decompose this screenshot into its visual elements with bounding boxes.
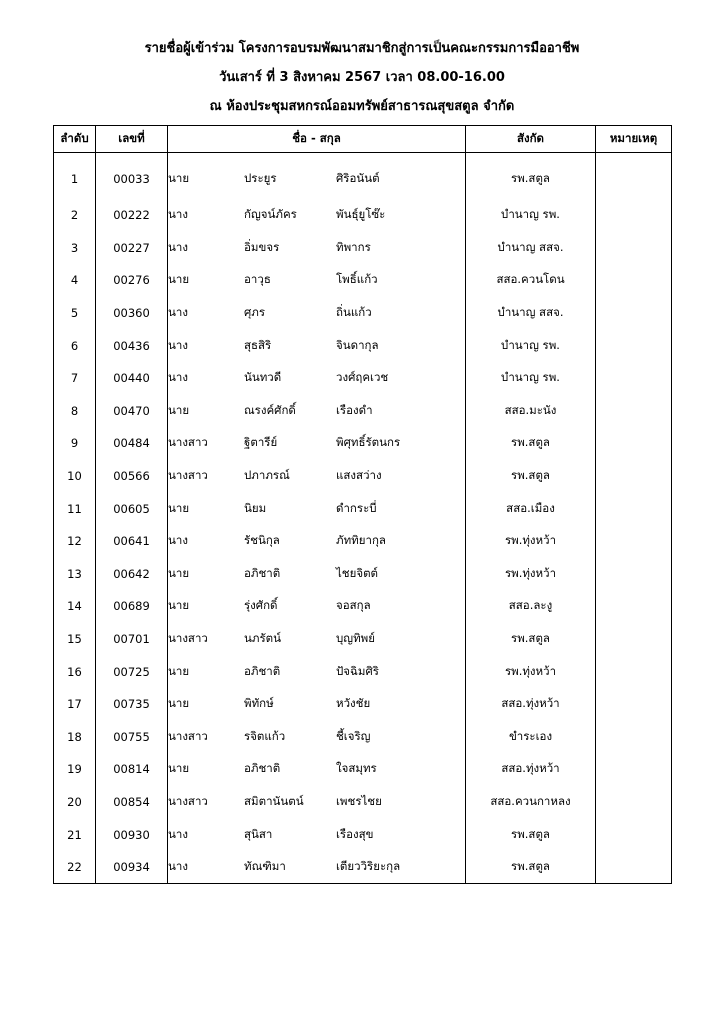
cell-unit: บำนาญ รพ. xyxy=(466,199,596,232)
cell-unit: สสอ.ทุ่งหว้า xyxy=(466,753,596,786)
cell-unit: รพ.ทุ่งหว้า xyxy=(466,558,596,591)
last-name: จินดากุล xyxy=(336,337,379,352)
name-prefix: นาย xyxy=(168,761,190,776)
cell-unit: สสอ.ควนโดน xyxy=(466,264,596,297)
table-row xyxy=(54,232,672,265)
cell-remark xyxy=(596,232,672,265)
cell-unit: ขำระเอง xyxy=(466,721,596,754)
title-line-2: วันเสาร์ ที่ 3 สิงหาคม 2567 เวลา 08.00-16.00 xyxy=(219,70,505,85)
cell-no: 18 xyxy=(54,721,96,754)
name-prefix: นาง xyxy=(168,207,188,222)
table-row xyxy=(54,492,672,525)
last-name: แสงสว่าง xyxy=(336,468,382,483)
cell-no: 13 xyxy=(54,558,96,591)
cell-name xyxy=(168,362,466,395)
last-name: โพธิ์แก้ว xyxy=(336,272,378,287)
first-name: ศุภร xyxy=(244,305,266,320)
table-row xyxy=(54,525,672,558)
cell-name xyxy=(168,818,466,851)
table-row xyxy=(54,818,672,851)
name-prefix: นางสาว xyxy=(168,631,208,646)
cell-id: 00484 xyxy=(96,427,168,460)
cell-id: 00470 xyxy=(96,395,168,428)
cell-no: 21 xyxy=(54,818,96,851)
first-name: ฐิตารีย์ xyxy=(244,435,278,450)
cell-name xyxy=(168,329,466,362)
table-row xyxy=(54,264,672,297)
last-name: เรืองสุข xyxy=(336,826,374,841)
name-prefix: นาง xyxy=(168,370,188,385)
cell-no: 11 xyxy=(54,492,96,525)
cell-remark xyxy=(596,786,672,819)
cell-id: 00605 xyxy=(96,492,168,525)
cell-unit: สสอ.เมือง xyxy=(466,492,596,525)
first-name: นภรัตน์ xyxy=(244,631,281,646)
cell-remark xyxy=(596,590,672,623)
cell-unit: สสอ.มะนัง xyxy=(466,395,596,428)
cell-unit: บำนาญ รพ. xyxy=(466,362,596,395)
name-prefix: นาง xyxy=(168,533,188,548)
name-prefix: นาง xyxy=(168,337,188,352)
first-name: อิ่มขจร xyxy=(244,239,280,254)
name-prefix: นางสาว xyxy=(168,793,208,808)
cell-unit: บำนาญ สสจ. xyxy=(466,297,596,330)
cell-unit: รพ.สตูล xyxy=(466,623,596,656)
name-prefix: นาย xyxy=(168,696,190,711)
cell-id: 00735 xyxy=(96,688,168,721)
cell-remark xyxy=(596,851,672,884)
cell-id: 00934 xyxy=(96,851,168,884)
last-name: ไชยจิตต์ xyxy=(336,565,379,580)
cell-remark xyxy=(596,525,672,558)
cell-no: 3 xyxy=(54,232,96,265)
name-prefix: นาง xyxy=(168,826,188,841)
table-row xyxy=(54,395,672,428)
participant-table xyxy=(53,125,672,884)
last-name: ทิพากร xyxy=(336,239,371,254)
header-id: เลขที่ xyxy=(96,126,168,153)
cell-remark xyxy=(596,427,672,460)
cell-id: 00814 xyxy=(96,753,168,786)
cell-remark xyxy=(596,492,672,525)
cell-id: 00725 xyxy=(96,655,168,688)
table-row xyxy=(54,460,672,493)
name-prefix: นาย xyxy=(168,500,190,515)
table-row xyxy=(54,786,672,819)
cell-unit: รพ.ทุ่งหว้า xyxy=(466,655,596,688)
first-name: ทัณฑิมา xyxy=(244,859,286,874)
last-name: เตียววิริยะกุล xyxy=(336,859,401,874)
cell-remark xyxy=(596,688,672,721)
name-prefix: นางสาว xyxy=(168,435,208,450)
document-title xyxy=(0,34,724,121)
last-name: พิศุทธิ์รัตนกร xyxy=(336,435,401,450)
cell-id: 00701 xyxy=(96,623,168,656)
name-prefix: นาย xyxy=(168,598,190,613)
cell-id: 00689 xyxy=(96,590,168,623)
table-row xyxy=(54,297,672,330)
name-prefix: นาย xyxy=(168,171,190,185)
last-name: ถิ่นแก้ว xyxy=(336,305,372,320)
cell-remark xyxy=(596,818,672,851)
cell-remark xyxy=(596,329,672,362)
name-prefix: นาย xyxy=(168,402,190,417)
cell-no: 12 xyxy=(54,525,96,558)
name-prefix: นางสาว xyxy=(168,468,208,483)
last-name: ปัจฉิมศิริ xyxy=(336,663,379,678)
first-name: ประยูร xyxy=(244,171,277,185)
cell-name xyxy=(168,232,466,265)
cell-remark xyxy=(596,264,672,297)
last-name: ใจสมุทร xyxy=(336,761,377,776)
cell-unit: บำนาญ รพ. xyxy=(466,329,596,362)
cell-unit: รพ.สตูล xyxy=(466,460,596,493)
last-name: ชี้เจริญ xyxy=(336,728,371,743)
first-name: รุ่งศักดิ์ xyxy=(244,598,278,613)
first-name: อภิชาติ xyxy=(244,761,281,776)
table-row xyxy=(54,153,672,200)
cell-name xyxy=(168,525,466,558)
first-name: นันทวดี xyxy=(244,370,282,385)
last-name: เพชรไชย xyxy=(336,793,382,808)
first-name: ณรงค์ศักดิ์ xyxy=(244,402,296,417)
table-row xyxy=(54,558,672,591)
first-name: อภิชาติ xyxy=(244,565,281,580)
cell-name xyxy=(168,427,466,460)
table-row xyxy=(54,721,672,754)
cell-id: 00440 xyxy=(96,362,168,395)
table-header xyxy=(54,126,672,153)
cell-remark xyxy=(596,655,672,688)
cell-no: 16 xyxy=(54,655,96,688)
cell-id: 00641 xyxy=(96,525,168,558)
first-name: รจิตแก้ว xyxy=(244,728,286,743)
cell-no: 20 xyxy=(54,786,96,819)
cell-no: 6 xyxy=(54,329,96,362)
cell-unit: รพ.สตูล xyxy=(466,818,596,851)
cell-unit: บำนาญ สสจ. xyxy=(466,232,596,265)
cell-unit: สสอ.ทุ่งหว้า xyxy=(466,688,596,721)
first-name: อาวุธ xyxy=(244,272,271,287)
cell-no: 10 xyxy=(54,460,96,493)
cell-id: 00642 xyxy=(96,558,168,591)
name-prefix: นาย xyxy=(168,272,190,287)
name-prefix: นาง xyxy=(168,239,188,254)
table-row xyxy=(54,329,672,362)
cell-id: 00566 xyxy=(96,460,168,493)
header-name: ชื่อ - สกุล xyxy=(168,126,466,153)
cell-id: 00755 xyxy=(96,721,168,754)
cell-no: 7 xyxy=(54,362,96,395)
cell-unit: รพ.สตูล xyxy=(466,153,596,200)
cell-name xyxy=(168,721,466,754)
header-remark: หมายเหตุ xyxy=(596,126,672,153)
table-row xyxy=(54,362,672,395)
title-line-1: รายชื่อผู้เข้าร่วม โครงการอบรมพัฒนาสมาชิกสู่การเป็นคณะกรรมการมืออาชีพ xyxy=(144,41,580,56)
cell-name xyxy=(168,558,466,591)
last-name: จอสกุล xyxy=(336,598,371,613)
cell-no: 14 xyxy=(54,590,96,623)
name-prefix: นาง xyxy=(168,859,188,874)
cell-id: 00854 xyxy=(96,786,168,819)
last-name: ภัททิยากุล xyxy=(336,533,386,548)
cell-id: 00436 xyxy=(96,329,168,362)
cell-name xyxy=(168,623,466,656)
cell-remark xyxy=(596,297,672,330)
name-prefix: นาง xyxy=(168,305,188,320)
cell-remark xyxy=(596,558,672,591)
cell-remark xyxy=(596,153,672,200)
first-name: อภิชาติ xyxy=(244,663,281,678)
header-no: ลำดับ xyxy=(54,126,96,153)
first-name: นิยม xyxy=(244,500,267,515)
first-name: กัญจน์ภัคร xyxy=(244,207,297,222)
cell-unit: สสอ.ควนกาหลง xyxy=(466,786,596,819)
cell-remark xyxy=(596,460,672,493)
last-name: บุญทิพย์ xyxy=(336,631,375,646)
table-row xyxy=(54,199,672,232)
cell-unit: รพ.สตูล xyxy=(466,851,596,884)
cell-unit: สสอ.ละงู xyxy=(466,590,596,623)
cell-id: 00360 xyxy=(96,297,168,330)
cell-no: 2 xyxy=(54,199,96,232)
last-name: ดำกระบี่ xyxy=(336,500,377,515)
table-body xyxy=(54,153,672,884)
cell-name xyxy=(168,753,466,786)
first-name: พิทักษ์ xyxy=(244,696,274,711)
cell-remark xyxy=(596,753,672,786)
cell-name xyxy=(168,153,466,200)
header-row xyxy=(54,126,672,153)
cell-no: 22 xyxy=(54,851,96,884)
cell-name xyxy=(168,590,466,623)
name-prefix: นาย xyxy=(168,663,190,678)
last-name: วงศ์ฤคเวช xyxy=(336,370,389,385)
cell-name xyxy=(168,395,466,428)
name-prefix: นาย xyxy=(168,565,190,580)
cell-remark xyxy=(596,623,672,656)
table-row xyxy=(54,753,672,786)
cell-name xyxy=(168,851,466,884)
cell-id: 00276 xyxy=(96,264,168,297)
cell-no: 8 xyxy=(54,395,96,428)
table-row xyxy=(54,655,672,688)
cell-no: 17 xyxy=(54,688,96,721)
cell-no: 1 xyxy=(54,153,96,200)
cell-unit: รพ.สตูล xyxy=(466,427,596,460)
table-row xyxy=(54,688,672,721)
cell-name xyxy=(168,460,466,493)
name-prefix: นางสาว xyxy=(168,728,208,743)
first-name: สุนิสา xyxy=(244,826,273,841)
cell-name xyxy=(168,297,466,330)
table-row xyxy=(54,851,672,884)
cell-remark xyxy=(596,362,672,395)
cell-id: 00227 xyxy=(96,232,168,265)
cell-name xyxy=(168,199,466,232)
cell-no: 9 xyxy=(54,427,96,460)
cell-id: 00930 xyxy=(96,818,168,851)
cell-no: 19 xyxy=(54,753,96,786)
cell-no: 15 xyxy=(54,623,96,656)
last-name: พันธุ์ยูโซ๊ะ xyxy=(336,207,386,222)
cell-remark xyxy=(596,395,672,428)
cell-remark xyxy=(596,199,672,232)
last-name: เรืองดำ xyxy=(336,402,373,417)
table-row xyxy=(54,590,672,623)
first-name: สมิตานันตน์ xyxy=(244,793,304,808)
last-name: ศิริอนันต์ xyxy=(336,171,380,185)
title-line-3: ณ ห้องประชุมสหกรณ์ออมทรัพย์สาธารณสุขสตูล จำกัด xyxy=(209,99,515,114)
cell-name xyxy=(168,786,466,819)
cell-no: 4 xyxy=(54,264,96,297)
last-name: หวังชัย xyxy=(336,696,371,711)
cell-name xyxy=(168,655,466,688)
cell-remark xyxy=(596,721,672,754)
first-name: สุธสิริ xyxy=(244,337,272,352)
cell-name xyxy=(168,264,466,297)
table-row xyxy=(54,623,672,656)
cell-unit: รพ.ทุ่งหว้า xyxy=(466,525,596,558)
cell-name xyxy=(168,688,466,721)
first-name: รัชนิกุล xyxy=(244,533,280,548)
cell-id: 00033 xyxy=(96,153,168,200)
first-name: ปภาภรณ์ xyxy=(244,468,290,483)
cell-no: 5 xyxy=(54,297,96,330)
table-row xyxy=(54,427,672,460)
cell-id: 00222 xyxy=(96,199,168,232)
cell-name xyxy=(168,492,466,525)
header-unit: สังกัด xyxy=(466,126,596,153)
